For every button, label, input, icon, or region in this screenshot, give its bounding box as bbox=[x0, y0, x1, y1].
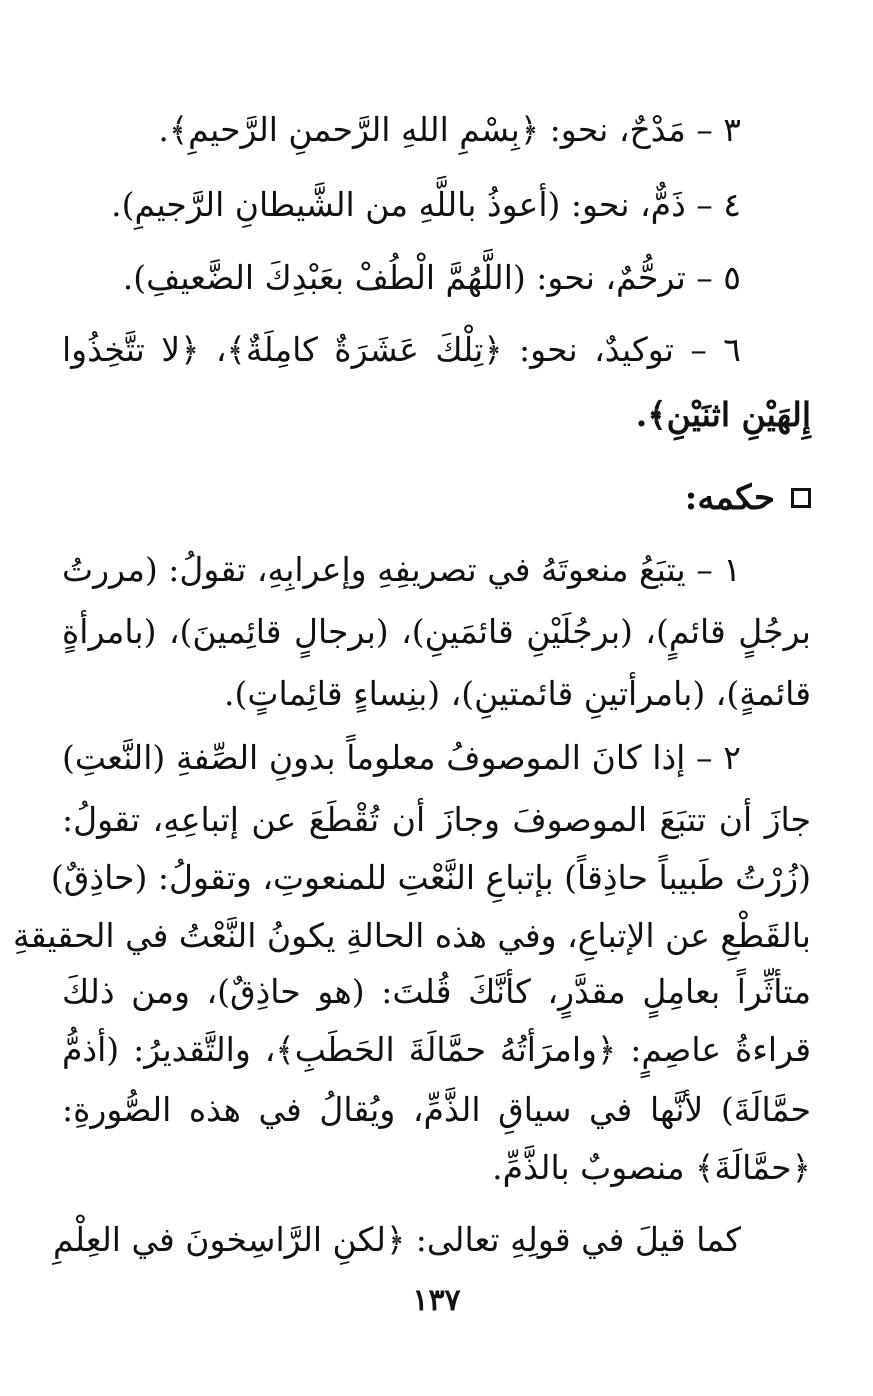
text-line: ٤ – ذَمٌّ، نحو: (أعوذُ باللَّهِ من الشَّيطانِ الرَّجيمِ). bbox=[111, 185, 741, 224]
square-bullet-icon bbox=[791, 488, 811, 508]
section-heading-text: حكمه: bbox=[684, 478, 775, 518]
text-line: جازَ أن تتبَعَ الموصوفَ وجازَ أن تُقْطَعَ عن إتباعِهِ، تقولُ: bbox=[62, 800, 811, 839]
text-line: ٢ – إذا كانَ الموصوفُ معلوماً بدونِ الصِّفةِ (النَّعتِ) bbox=[62, 738, 741, 777]
text-line: (زُرْتُ طَبيباً حاذِقاً) بإتباعِ النَّعْتِ للمنعوتِ، وتقولُ: (حاذِقٌ) bbox=[50, 858, 811, 897]
text-line: كما قيلَ في قولِهِ تعالى: ﴿لكنِ الرَّاسِخونَ في العِلْمِ bbox=[52, 1220, 741, 1259]
text-line: ١ – يتبَعُ منعوتَهُ في تصريفِهِ وإعرابِهِ، تقولُ: (مررتُ bbox=[62, 550, 741, 589]
text-line: ﴿حمَّالَةَ﴾ منصوبٌ بالذَّمِّ. bbox=[492, 1148, 811, 1187]
text-line: قائمةٍ)، (بامرأتينِ قائمتينِ)، (بنِساءٍ قائِماتٍ). bbox=[224, 674, 811, 713]
text-line: قراءةُ عاصِمٍ: ﴿وامرَأتُهُ حمَّالَةَ الحَطَبِ﴾، والتَّقديرُ: (أذمُّ bbox=[62, 1030, 811, 1069]
section-heading bbox=[685, 478, 811, 518]
text-line: برجُلٍ قائمٍ)، (برجُلَيْنِ قائمَينِ)، (برجالٍ قائِمينَ)، (بامرأةٍ bbox=[62, 612, 811, 651]
text-line: ٣ – مَدْحٌ، نحو: ﴿بِسْمِ اللهِ الرَّحمنِ الرَّحيمِ﴾. bbox=[158, 110, 741, 149]
text-line: متأثِّراً بعامِلٍ مقدَّرٍ، كأنَّكَ قُلتَ: (هو حاذِقٌ)، ومن ذلكَ bbox=[62, 972, 811, 1011]
text-line: إِلهَيْنِ اثنَيْنِ﴾. bbox=[635, 395, 811, 434]
page-number: ١٣٧ bbox=[412, 1283, 461, 1318]
text-line: ٦ – توكيدٌ، نحو: ﴿تِلْكَ عَشَرَةٌ كامِلَةٌ﴾، ﴿لا تتَّخِذُوا bbox=[62, 330, 741, 369]
text-line: بالقَطْعِ عن الإتباعِ، وفي هذه الحالةِ يكونُ النَّعْتُ في الحقيقةِ bbox=[13, 916, 811, 955]
text-line: حمَّالَةَ) لأنَّها في سياقِ الذَّمِّ، ويُقالُ في هذه الصُّورةِ: bbox=[62, 1090, 811, 1129]
text-line: ٥ – ترحُّمٌ، نحو: (اللَّهُمَّ الْطُفْ بعَبْدِكَ الضَّعيفِ). bbox=[122, 258, 741, 297]
